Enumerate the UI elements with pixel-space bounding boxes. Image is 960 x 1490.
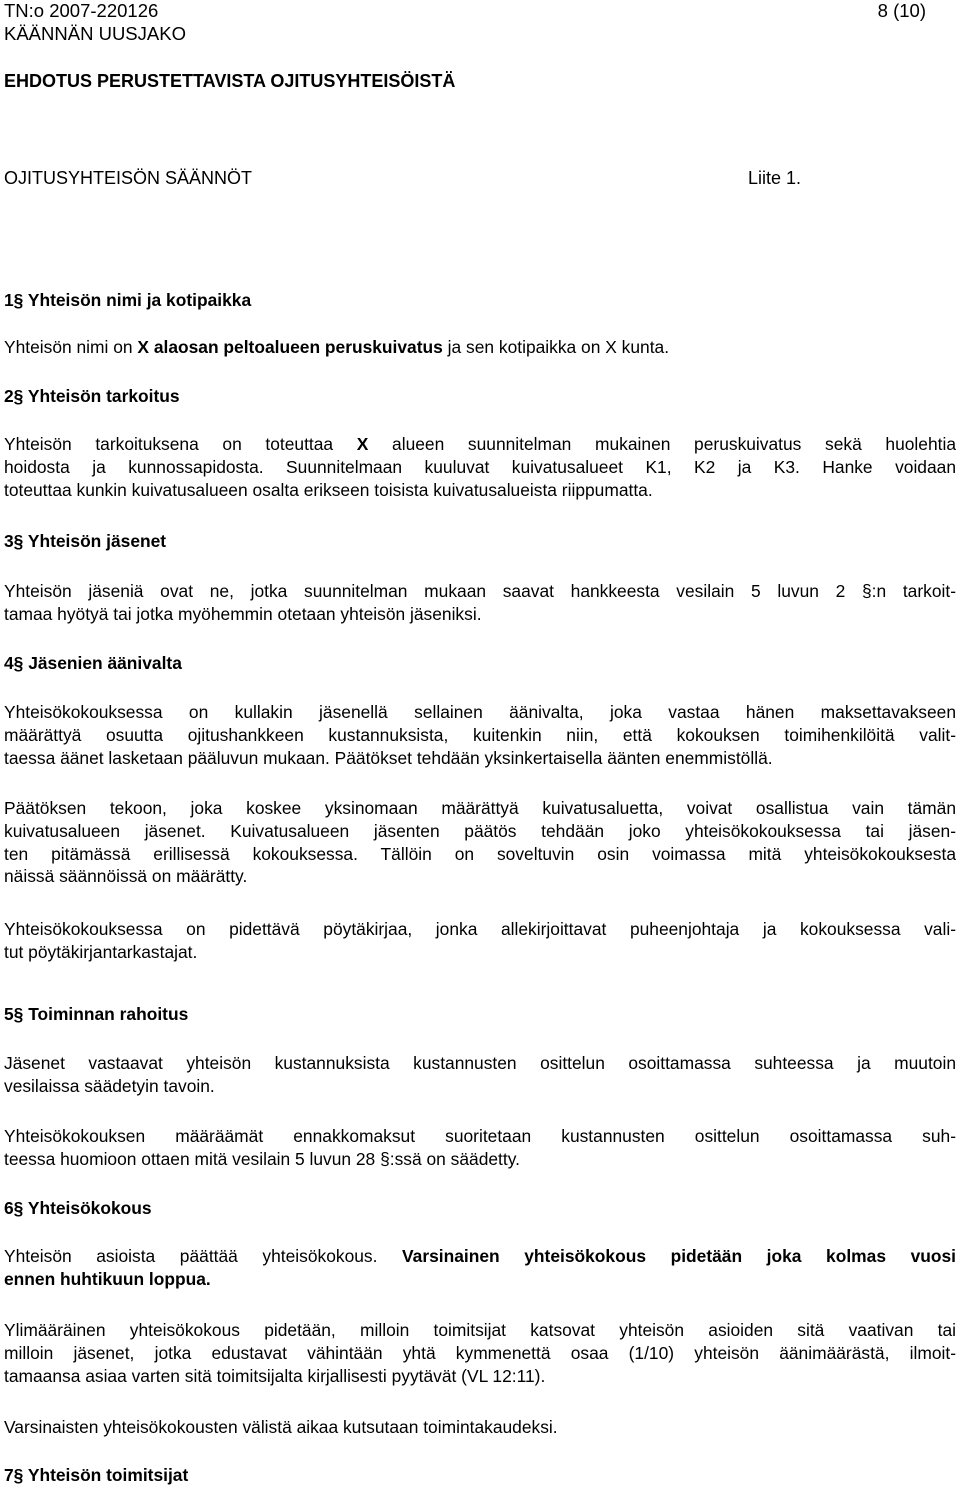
section-5-heading: 5§ Toiminnan rahoitus [4,1004,189,1024]
section-mark: § [13,290,24,310]
section-5-paragraph-2: Yhteisökokouksen määräämät ennakkomaksut suoritetaan kustannusten osittelun osoittamassa suh- teessa huomioon ottaen mitä vesilain 5 luvun 28 §:ssä on säädetty. [4,1126,956,1169]
section-4-paragraph-2: Päätöksen tekoon, joka koskee yksinomaan määrättyä kuivatusaluetta, voivat osallistua vain tämän kuivatusalueen jäsenet. Kuivatusalueen jäsenten päätös tehdään joko yhteisökokouksessa tai jäsen- ten pitämässä erillisessä kokouksessa. Tällöin on soveltuvin osin voimassa mitä yhteisökokouksesta näissä säännöissä on määrätty. [4,798,956,887]
document-id: TN:o 2007-220126 [4,0,159,21]
attachment-label: Liite 1. [748,168,802,188]
section-1-text: Yhteisön nimi on X alaosan peltoalueen peruskuivatus ja sen kotipaikka on X kunta. [4,337,670,357]
section-4-paragraph-3: Yhteisökokouksessa on pidettävä pöytäkirjaa, jonka allekirjoittavat puheenjohtaja ja kokouksessa vali- tut pöytäkirjantarkastajat. [4,919,956,962]
section-6-paragraph-1: Yhteisön asioista päättää yhteisökokous. Varsinainen yhteisökokous pidetään joka kolmas vuosi ennen huhtikuun loppua. [4,1246,956,1289]
section-2-heading: 2§ Yhteisön tarkoitus [4,386,180,406]
section-mark: § [13,531,24,551]
section-5-paragraph-1: Jäsenet vastaavat yhteisön kustannuksista kustannusten osittelun osoittamassa suhteessa ja muutoin vesilaissa säädetyin tavoin. [4,1053,956,1096]
document-title: EHDOTUS PERUSTETTAVISTA OJITUSYHTEISÖISTÄ [4,71,456,91]
section-mark: § [13,386,24,406]
section-mark: § [13,1004,24,1024]
section-1-heading: 1§ Yhteisön nimi ja kotipaikka [4,290,252,310]
section-mark: § [13,653,24,673]
section-mark: § [13,1198,24,1218]
page-number: 8 (10) [877,0,926,21]
section-6-paragraph-3: Varsinaisten yhteisökokousten välistä aikaa kutsutaan toimintakaudeksi. [4,1417,558,1437]
section-7-heading: 7§ Yhteisön toimitsijat [4,1465,189,1485]
section-4-paragraph-1: Yhteisökokouksessa on kullakin jäsenellä sellainen äänivalta, joka vastaa hänen maksettavakseen määrättyä osuutta ojitushankkeen kustannuksista, kuitenkin niin, että kokouksen toimihenkilöitä valit- taessa äänet lasketaan pääluvun mukaan. Päätökset tehdään yksinkertaisella äänten enemmistöllä. [4,702,956,768]
section-3-heading: 3§ Yhteisön jäsenet [4,531,167,551]
section-3-paragraph: Yhteisön jäseniä ovat ne, jotka suunnitelman mukaan saavat hankkeesta vesilain 5 luvun 2 §:n tarkoit- tamaa hyötyä tai jotka myöhemmin otetaan yhteisön jäseniksi. [4,581,957,624]
section-title: OJITUSYHTEISÖN SÄÄNNÖT [4,168,253,188]
document-subtitle: KÄÄNNÄN UUSJAKO [4,23,186,44]
section-6-paragraph-2: Ylimääräinen yhteisökokous pidetään, milloin toimitsijat katsovat yhteisön asioiden sitä vaativan tai milloin jäsenet, jotka edustavat vähintään yhtä kymmenettä osaa (1/10) yhteisön äänimäärästä, ilmoit- tamaansa asiaa varten sitä toimitsijalta kirjallisesti pyytävät (VL 12:11). [4,1320,956,1386]
section-6-heading: 6§ Yhteisökokous [4,1198,152,1218]
section-mark: § [13,1465,24,1485]
section-2-paragraph: Yhteisön tarkoituksena on toteuttaa X alueen suunnitelman mukainen peruskuivatus sekä huolehtia hoidosta ja kunnossapidosta. Suunnitelmaan kuuluvat kuivatusalueet K1, K2 ja K3. Hanke voidaan toteuttaa kunkin kuivatusalueen osalta erikseen toisista kuivatusalueista riippumatta. [4,434,956,500]
section-4-heading: 4§ Jäsenien äänivalta [4,653,182,673]
